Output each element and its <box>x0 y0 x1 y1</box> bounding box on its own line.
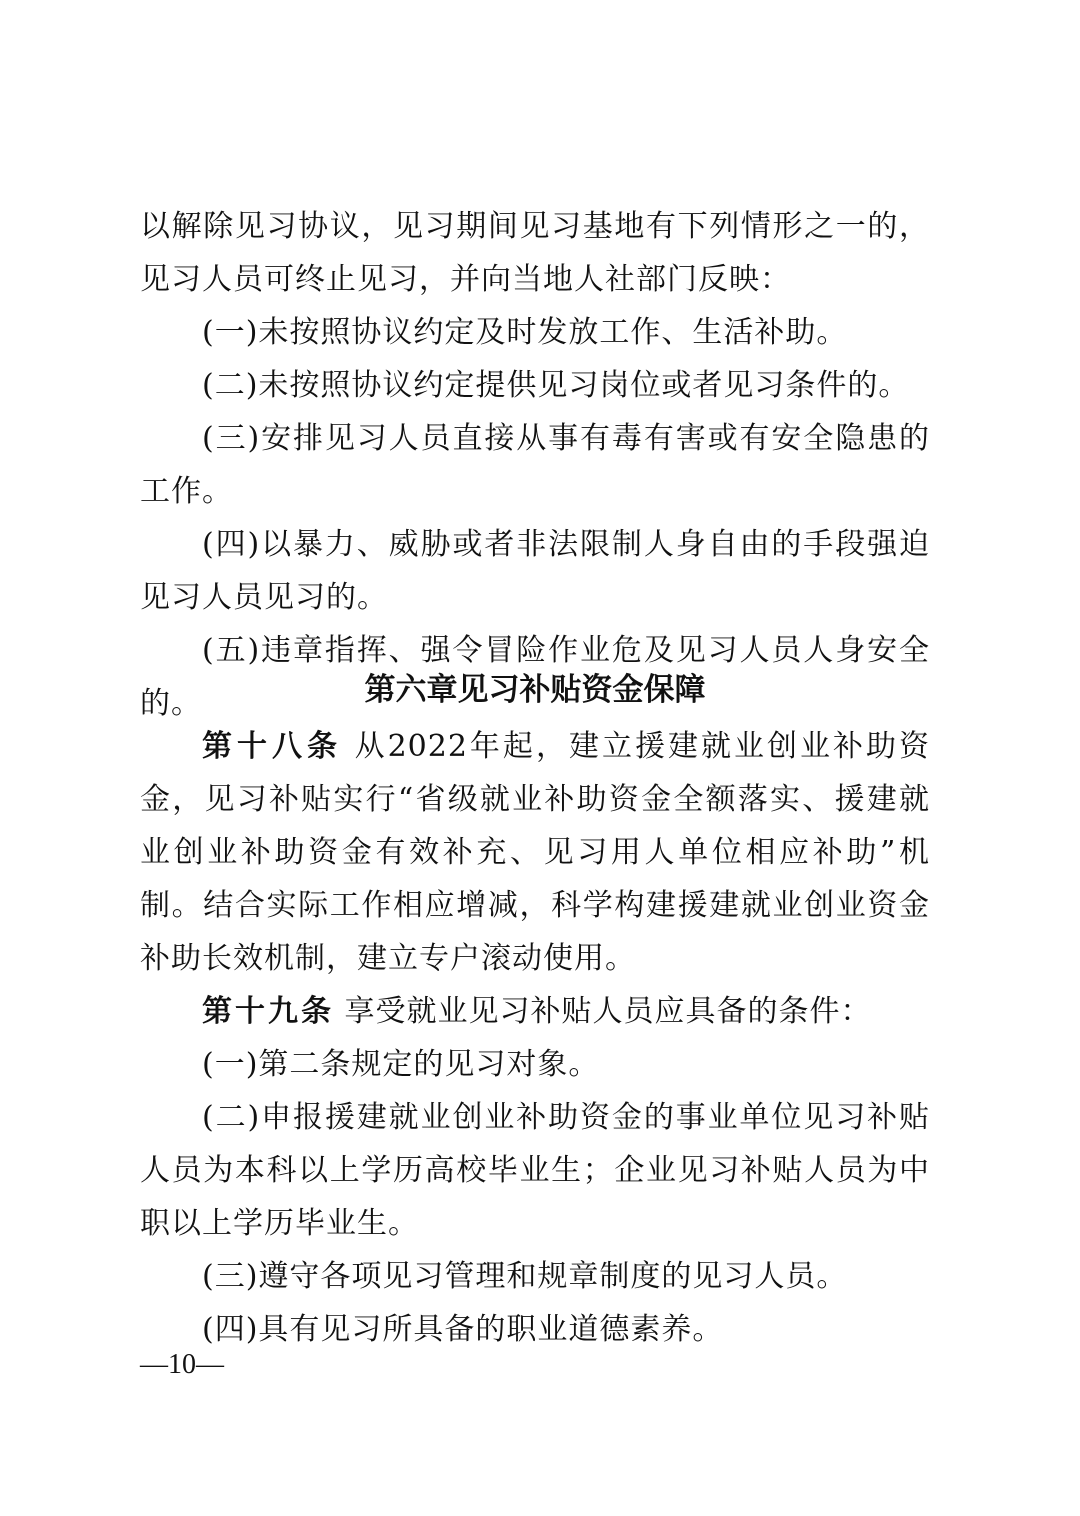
list-item: (一)第二条规定的见习对象。 <box>202 1047 600 1082</box>
list-item: (四)具有见习所具备的职业道德素养。 <box>202 1312 724 1347</box>
list-item: (三)安排见习人员直接从事有毒有害或有安全隐患的工作。 <box>140 421 930 509</box>
paragraph-continuation: 以解除见习协议，见习期间见习基地有下列情形之一的，见习人员可终止见习，并向当地人社部门反映： <box>140 209 930 297</box>
list-item: (二)未按照协议约定提供见习岗位或者见习条件的。 <box>202 368 910 403</box>
list-item: (五)违章指挥、强令冒险作业危及见习人员人身安全的。 <box>140 633 930 721</box>
article-nineteen <box>140 985 930 1038</box>
list-item: (四)以暴力、威胁或者非法限制人身自由的手段强迫见习人员见习的。 <box>140 527 930 615</box>
list-item: (三)遵守各项见习管理和规章制度的见习人员。 <box>202 1259 848 1294</box>
article-body: 享受就业见习补贴人员应具备的条件： <box>334 994 872 1029</box>
article-eighteen <box>140 720 930 985</box>
article-number: 第十八条 <box>202 729 343 764</box>
list-item: (一)未按照协议约定及时发放工作、生活补助。 <box>202 315 848 350</box>
chapter-six-text <box>140 720 930 1356</box>
article-body: 从2022年起，建立援建就业创业补助资金，见习补贴实行“省级就业补助资金全额落实、援建就业创业补助资金有效补充、见习用人单位相应补助”机制。结合实际工作相应增减，科学构建援建就业创业资金补助长效机制，建立专户滚动使用。 <box>140 729 931 976</box>
list-item: (二)申报援建就业创业补助资金的事业单位见习补贴人员为本科以上学历高校毕业生；企业见习补贴人员为中职以上学历毕业生。 <box>140 1100 930 1241</box>
article-number: 第十九条 <box>202 994 334 1029</box>
section-five-text <box>140 200 930 730</box>
chapter-title: 第六章见习补贴资金保障 <box>364 672 706 708</box>
page-number: —10— <box>140 1349 224 1380</box>
